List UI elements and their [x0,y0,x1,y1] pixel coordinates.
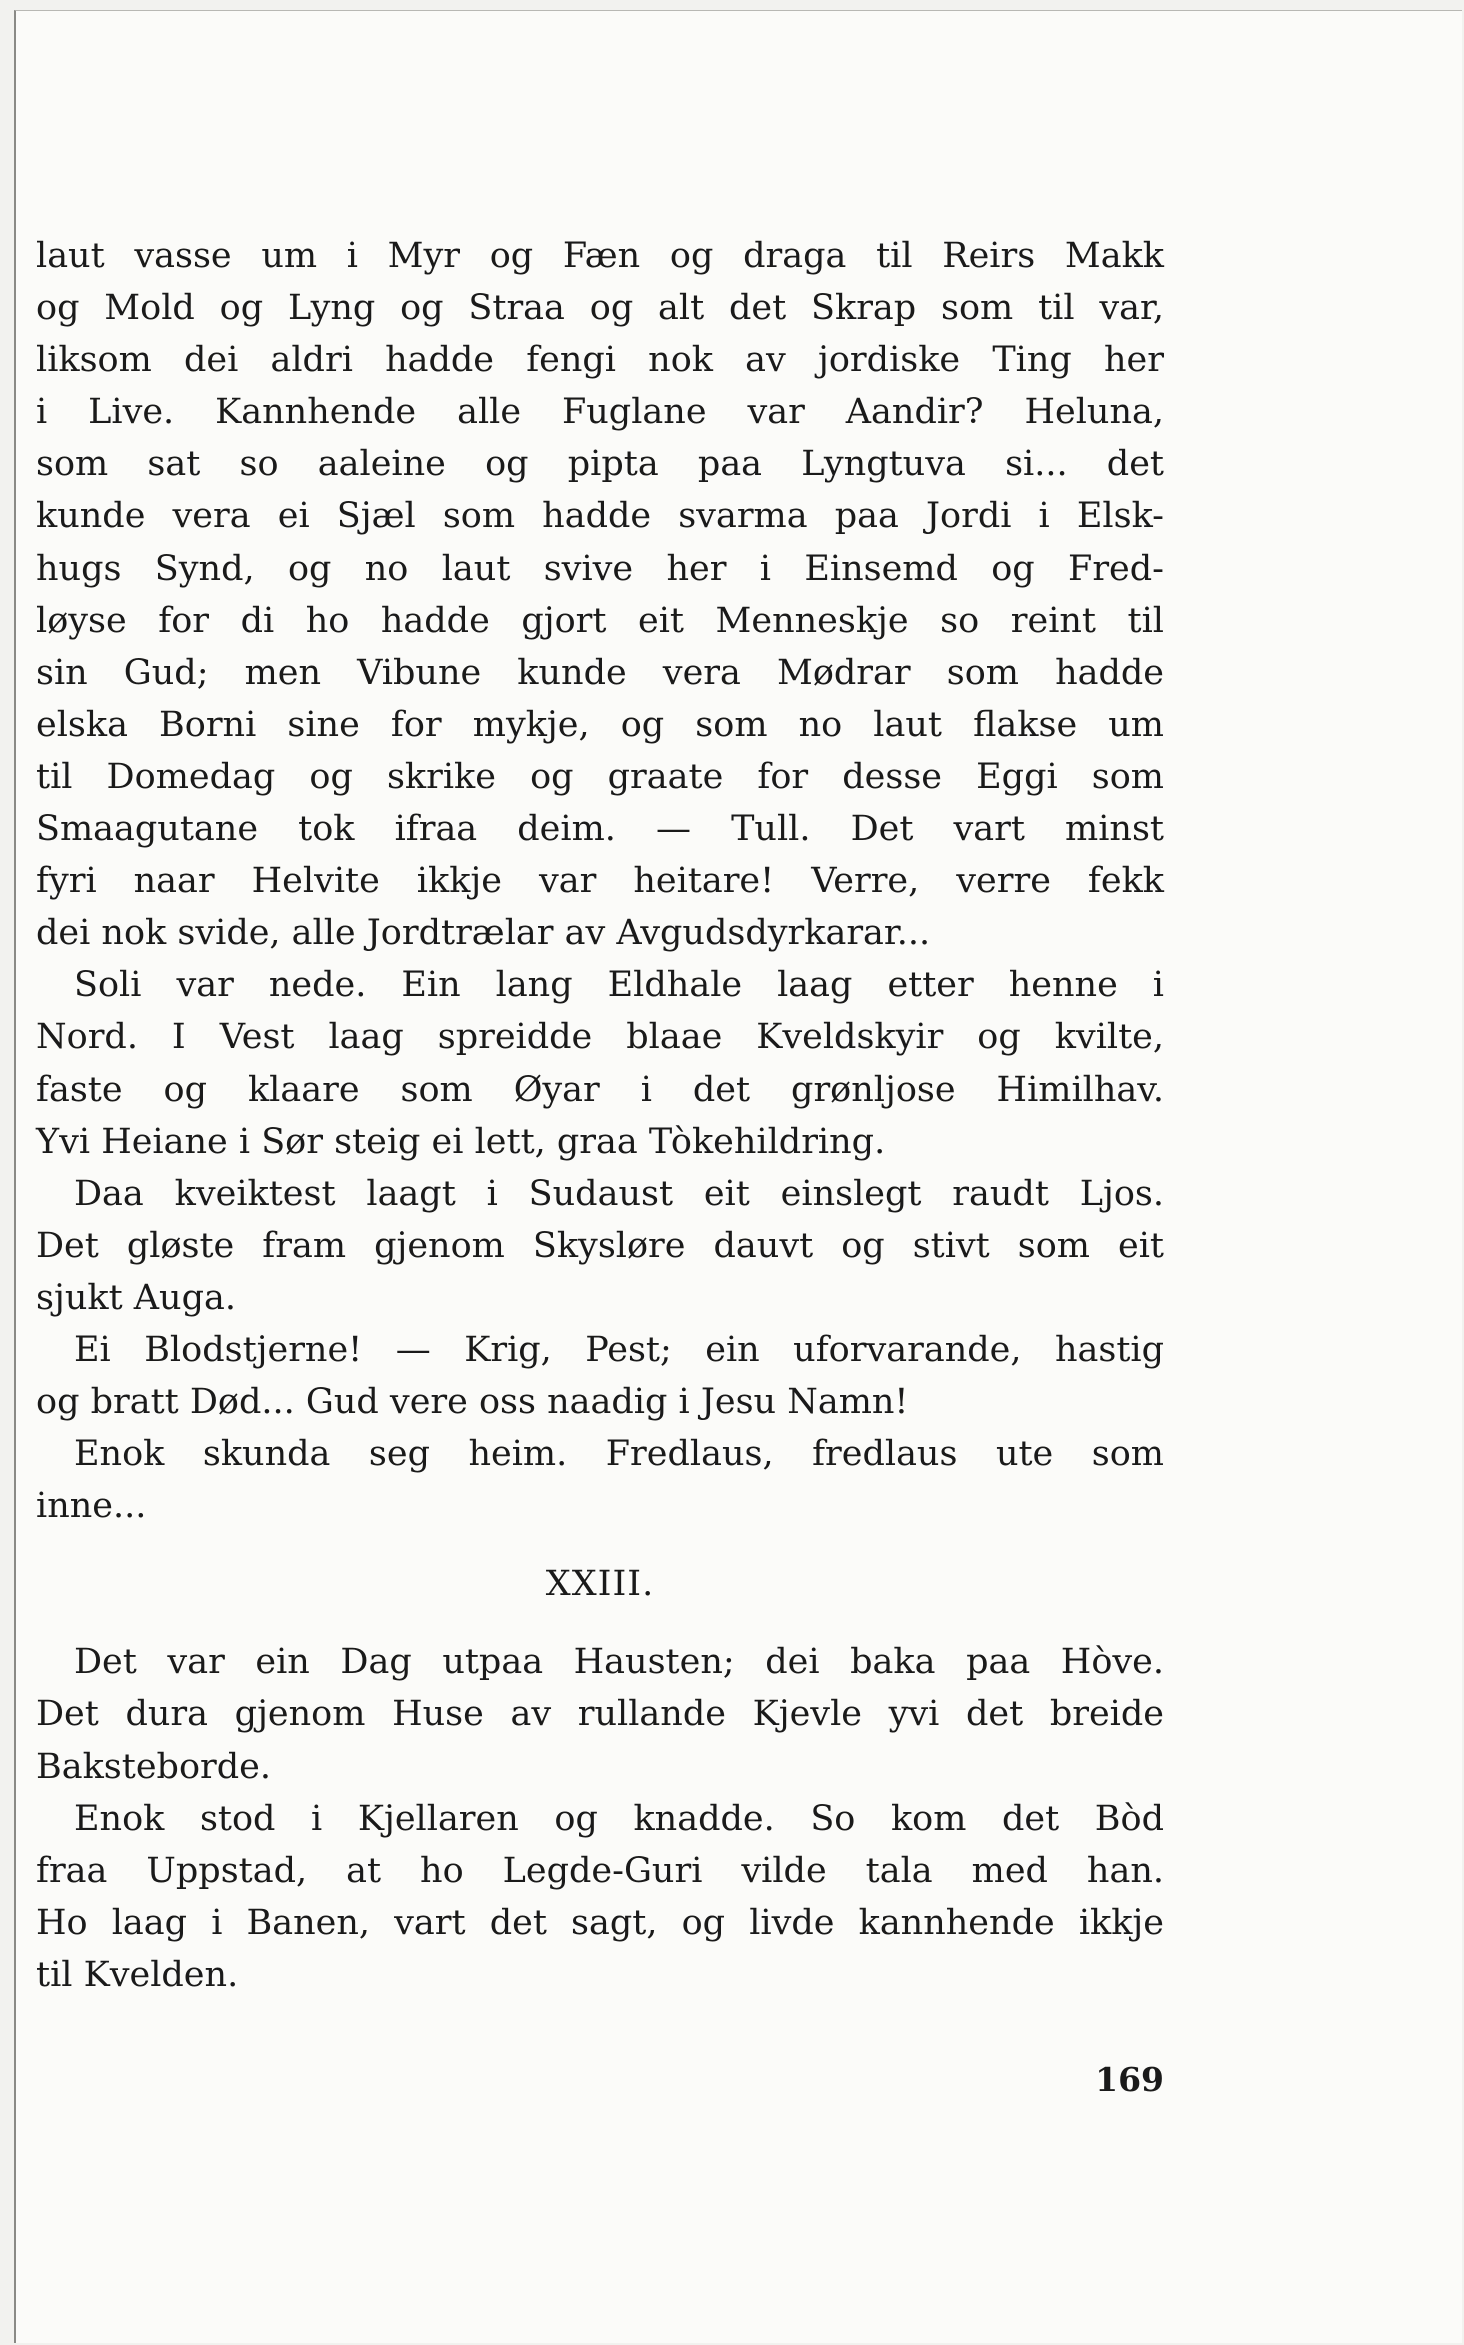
chapter-heading: XXIII. [545,1564,655,1605]
text-line: Yvi Heiane i Sør steig ei lett, graa Tòkehildring. [36,1121,886,1162]
text-line: fyri naar Helvite ikkje var heitare! Verre, verre fekk [36,861,1164,902]
text-line: løyse for di ho hadde gjort eit Menneskje so reint til [36,600,1164,641]
text-line: og bratt Død... Gud vere oss naadig i Jesu Namn! [36,1382,909,1423]
text-line: dei nok svide, alle Jordtrælar av Avgudsdyrkarar... [36,913,931,954]
text-line: Daa kveiktest laagt i Sudaust eit einslegt raudt Ljos. [74,1173,1164,1214]
text-line: Det var ein Dag utpaa Hausten; dei baka paa Hòve. [74,1642,1164,1683]
text-line: Det dura gjenom Huse av rullande Kjevle yvi det breide [36,1694,1164,1735]
text-line: sjukt Auga. [36,1277,236,1318]
text-line: som sat so aaleine og pipta paa Lyngtuva si... det [36,444,1164,485]
text-line: til Kvelden. [36,1954,239,1995]
text-line: Enok stod i Kjellaren og knadde. So kom det Bòd [74,1798,1164,1839]
text-line: Enok skunda seg heim. Fredlaus, fredlaus ute som [74,1434,1164,1475]
text-line: i Live. Kannhende alle Fuglane var Aandir? Heluna, [36,392,1164,433]
text-line: Smaagutane tok ifraa deim. — Tull. Det vart minst [36,809,1164,850]
text-line: Ho laag i Banen, vart det sagt, og livde kannhende ikkje [36,1902,1164,1943]
text-line: liksom dei aldri hadde fengi nok av jordiske Ting her [36,340,1164,381]
page-body-text [36,230,1164,2001]
text-line: hugs Synd, og no laut svive her i Einsemd og Fred- [36,548,1164,589]
text-line: kunde vera ei Sjæl som hadde svarma paa Jordi i Elsk- [36,496,1164,537]
text-line: til Domedag og skrike og graate for desse Eggi som [36,756,1164,797]
text-line: sin Gud; men Vibune kunde vera Mødrar som hadde [36,652,1164,693]
text-line: laut vasse um i Myr og Fæn og draga til Reirs Makk [36,236,1164,276]
text-line: Baksteborde. [36,1746,271,1787]
text-line: faste og klaare som Øyar i det grønljose Himilhav. [36,1069,1164,1110]
text-line: Det gløste fram gjenom Skysløre dauvt og stivt som eit [36,1225,1164,1266]
text-line: Soli var nede. Ein lang Eldhale laag etter henne i [74,965,1164,1006]
text-line: elska Borni sine for mykje, og som no laut flakse um [36,704,1164,745]
text-line: Nord. I Vest laag spreidde blaae Kveldskyir og kvilte, [36,1017,1164,1058]
page-number: 169 [1095,2060,1164,2099]
text-line: inne... [36,1486,147,1527]
text-line: Ei Blodstjerne! — Krig, Pest; ein uforvarande, hastig [74,1329,1164,1370]
text-line: fraa Uppstad, at ho Legde-Guri vilde tala med han. [36,1850,1164,1891]
text-line: og Mold og Lyng og Straa og alt det Skrap som til var, [36,288,1164,329]
